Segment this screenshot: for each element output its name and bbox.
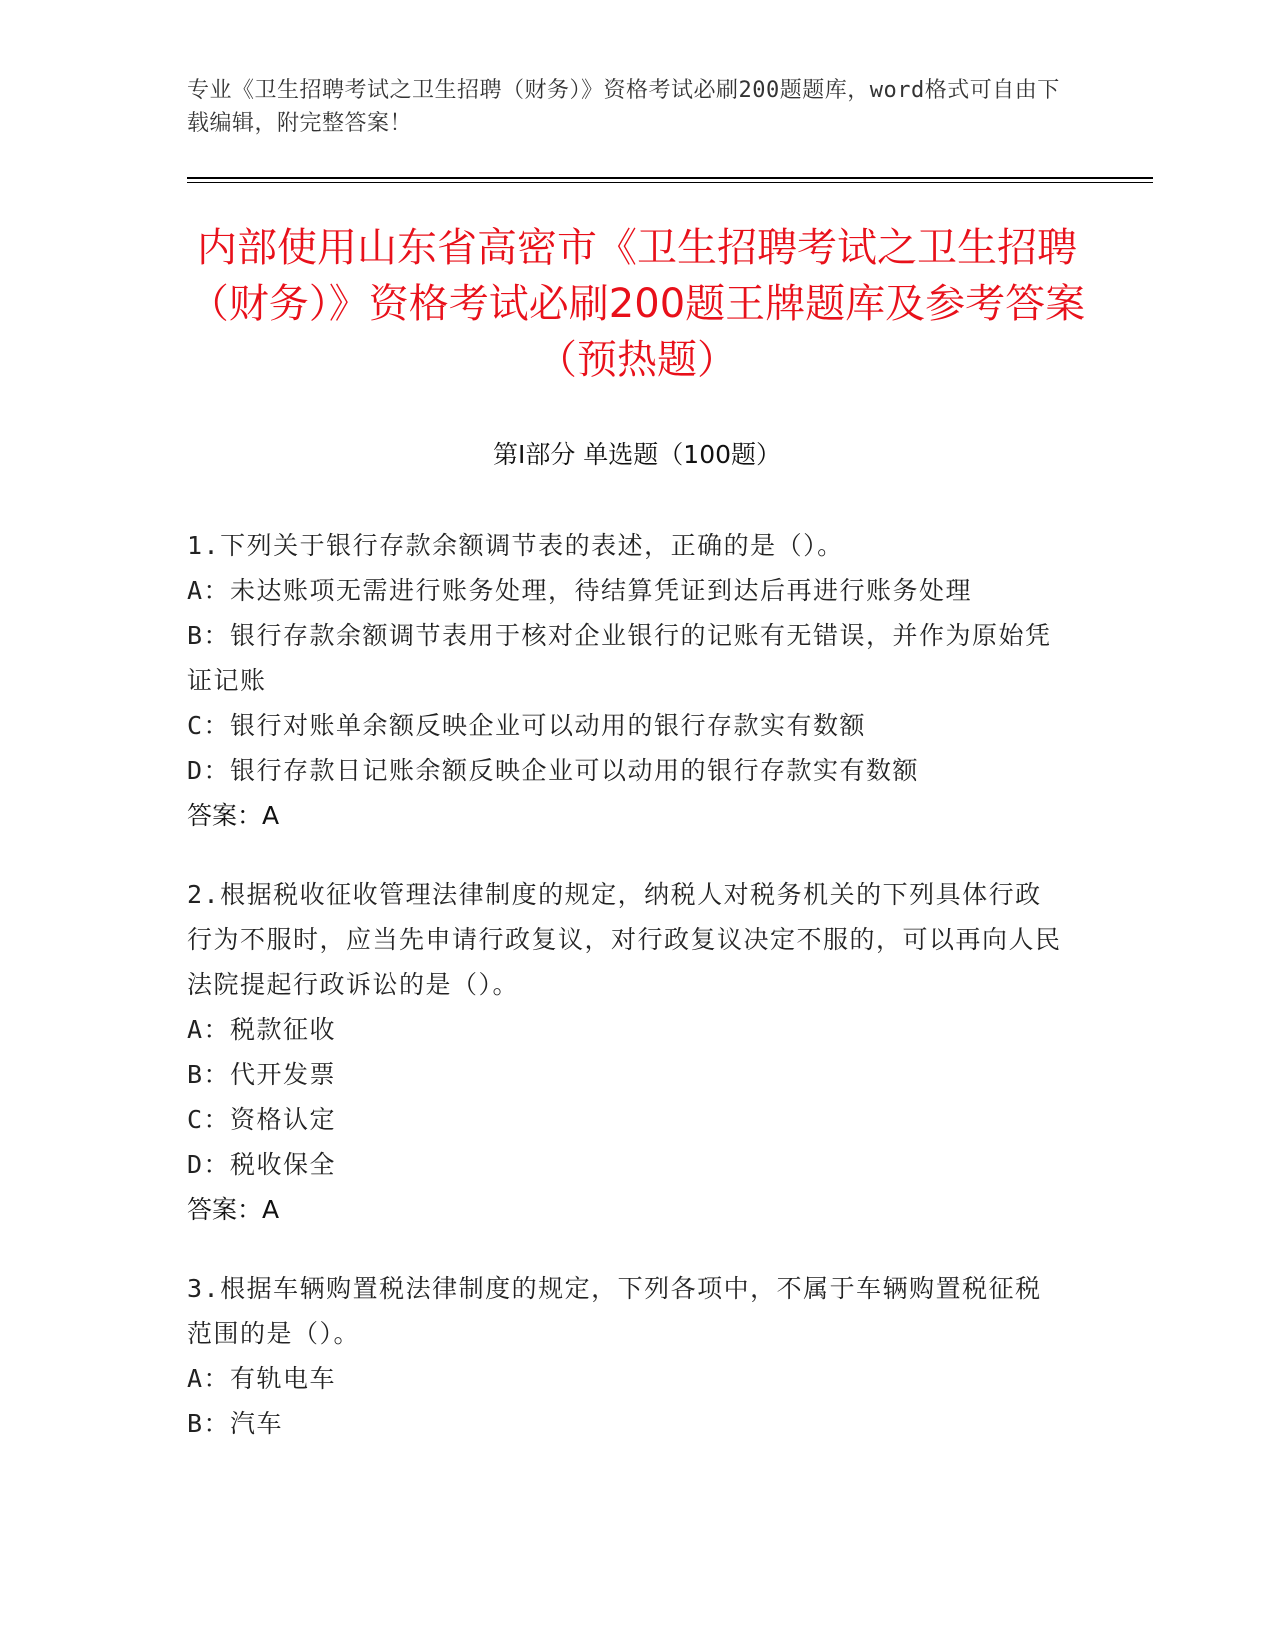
option-c: C：资格认定	[187, 1105, 337, 1134]
header-divider	[187, 177, 1153, 179]
answer: 答案：A	[187, 1195, 280, 1224]
option-b: B：银行存款余额调节表用于核对企业银行的记账有无错误，并作为原始凭证记账	[187, 621, 1052, 695]
question-1	[187, 523, 1067, 838]
option-a: A：有轨电车	[187, 1364, 337, 1393]
question-stem: 3.根据车辆购置税法律制度的规定，下列各项中，不属于车辆购置税征税范围的是（）。	[187, 1274, 1042, 1348]
section-heading: 第Ⅰ部分 单选题（100题）	[492, 440, 782, 469]
question-3	[187, 1266, 1067, 1446]
header-note: 专业《卫生招聘考试之卫生招聘（财务）》资格考试必刷200题题库，word格式可自由下载编辑，附完整答案！	[187, 78, 1060, 136]
document-title: 内部使用山东省高密市《卫生招聘考试之卫生招聘（财务）》资格考试必刷200题王牌题库及参考答案（预热题）	[188, 225, 1086, 383]
option-b: B：汽车	[187, 1409, 284, 1438]
question-2	[187, 872, 1067, 1232]
question-stem: 1.下列关于银行存款余额调节表的表述，正确的是（）。	[187, 531, 844, 560]
option-d: D：银行存款日记账余额反映企业可以动用的银行存款实有数额	[187, 756, 920, 785]
question-list	[187, 523, 1067, 1480]
option-c: C：银行对账单余额反映企业可以动用的银行存款实有数额	[187, 711, 867, 740]
option-b: B：代开发票	[187, 1060, 337, 1089]
option-a: A：税款征收	[187, 1015, 337, 1044]
header-divider-thin	[187, 182, 1153, 183]
question-stem: 2.根据税收征收管理法律制度的规定，纳税人对税务机关的下列具体行政行为不服时，应当先申请行政复议，对行政复议决定不服的，可以再向人民法院提起行政诉讼的是（）。	[187, 880, 1062, 999]
option-d: D：税收保全	[187, 1150, 337, 1179]
option-a: A：未达账项无需进行账务处理，待结算凭证到达后再进行账务处理	[187, 576, 973, 605]
answer: 答案：A	[187, 801, 280, 830]
